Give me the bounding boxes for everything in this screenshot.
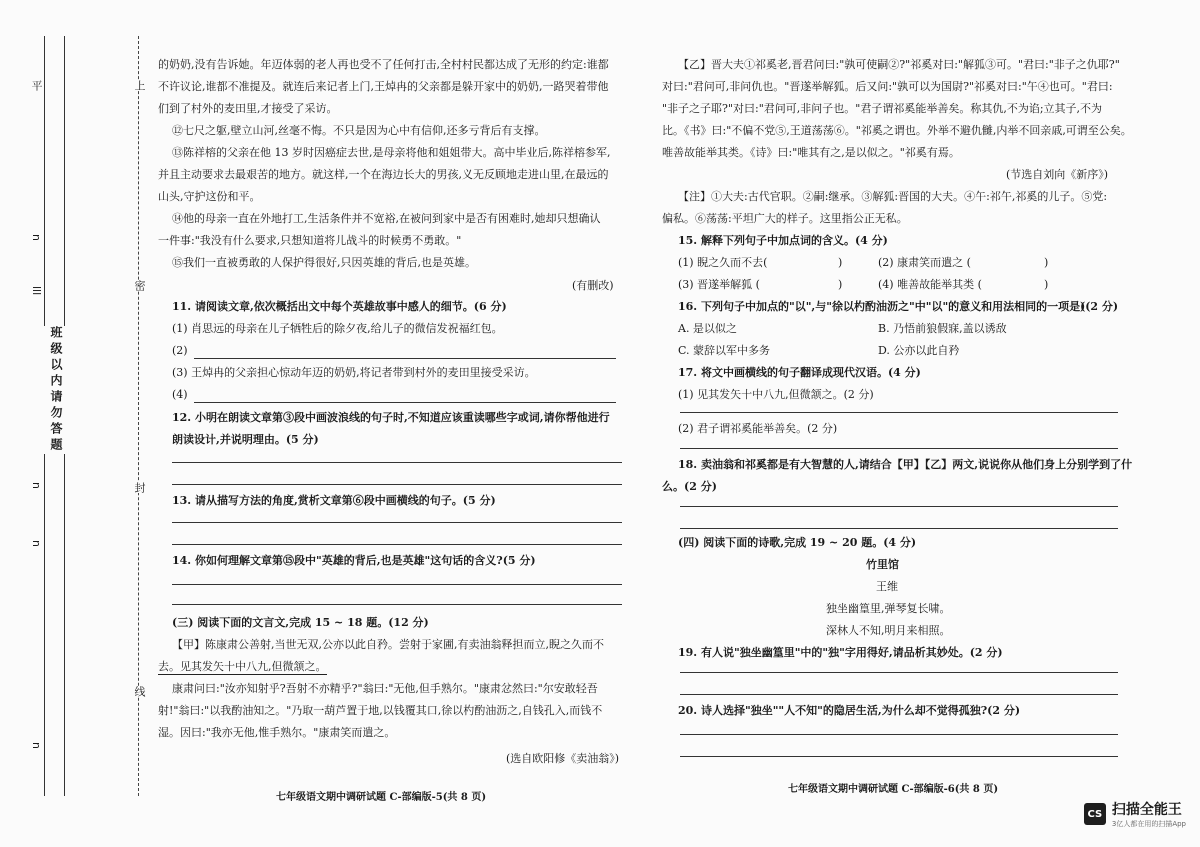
question-20: 20. 诗人选择"独坐""人不知"的隐居生活,为什么却不觉得孤独?(2 分) [678,704,1021,717]
question-17-2: (2) 君子谓祁奚能举善矣。(2 分) [678,422,838,435]
passage-yi: 【乙】晋大夫①祁奚老,晋君问曰:"孰可使嗣②?"祁奚对曰:"解狐③可。"君曰:"非子之仇耶?" [678,58,1120,71]
question-17: 17. 将文中画横线的句子翻译成现代汉语。(4 分) [678,366,921,379]
passage-yi: 比。《书》曰:"不偏不党⑤,王道荡荡⑥。"祁奚之谓也。外举不避仇雠,内举不回亲戚,可谓至公矣。 [662,124,1132,137]
binding-char: n [30,234,43,241]
seal-char: 线 [133,686,146,697]
answer-paren-close[interactable]: ) [838,256,843,269]
passage-line: ⑭他的母亲一直在外地打工,生活条件并不宽裕,在被问到家中是否有困难时,她却只想确认 [172,212,601,225]
passage-jia: 去。见其发矢十中八九,但微颔之。 [158,660,327,673]
passage-line: 不许议论,谁都不准提及。就连后来记者上门,王焯冉的父亲都是躲开家中的奶奶,一路哭着带他 [158,80,609,93]
passage-line: ⑮我们一直被勇敢的人保护得很好,只因英雄的背后,也是英雄。 [172,256,476,269]
binding-char: n [30,742,43,749]
seal-char: 上 [133,80,146,91]
passage-line: 们到了村外的麦田里,才接受了采访。 [158,102,338,115]
question-13: 13. 请从描写方法的角度,赏析文章第⑥段中画横线的句子。(5 分) [172,494,496,507]
question-15-2: (2) 康肃笑而遣之 ( [878,256,971,269]
page-footer: 七年级语文期中调研试题 C-部编版-6(共 8 页) [788,784,999,795]
question-19: 19. 有人说"独坐幽篁里"中的"独"字用得好,请品析其妙处。(2 分) [678,646,1003,659]
answer-line[interactable] [194,358,616,359]
option-a[interactable]: A. 是以似之 [678,322,737,335]
binding-notice: 班级以内请勿答题 [43,326,65,454]
passage-jia: 康肃问曰:"汝亦知射乎?吾射不亦精乎?"翁曰:"无他,但手熟尔。"康肃忿然曰:"尔安敢轻吾 [172,682,598,695]
binding-char: n [30,482,43,489]
annotation-note: 【注】①大夫:古代官职。②嗣:继承。③解狐:晋国的大夫。④午:祁午,祁奚的儿子。⑤党: [678,190,1108,203]
passage-line: ⑫七尺之躯,壁立山河,丝毫不悔。不只是因为心中有信仰,还多亏背后有支撑。 [172,124,546,137]
question-16: 16. 下列句子中加点的"以",与"徐以杓酌油沥之"中"以"的意义和用法相同的一项是( [678,300,1086,313]
binding-char: n [30,540,43,547]
camscanner-logo-icon: CS [1084,803,1106,825]
answer-line[interactable] [680,412,1118,413]
question-15-1: (1) 睨之久而不去( [678,256,768,269]
seal-dashed-line [138,36,139,796]
passage-jia: 湿。因曰:"我亦无他,惟手熟尔。"康肃笑而遣之。 [158,726,396,739]
poem-line: 深林人不知,明月来相照。 [826,624,951,637]
passage-jia: 射!"翁曰:"以我酌油知之。"乃取一葫芦置于地,以钱覆其口,徐以杓酌油沥之,自钱孔入,而钱不 [158,704,603,717]
passage-yi: 对曰:"君问可,非问仇也。"晋遂举解狐。后又问:"孰可以为国尉?"祁奚对曰:"午④也可。"君曰: [662,80,1113,93]
answer-line[interactable] [680,694,1118,695]
scanner-watermark [1084,799,1186,829]
question-15-4: (4) 唯善故能举其类 ( [878,278,982,291]
answer-line[interactable] [680,734,1118,735]
passage-yi: "非子之子耶?"对曰:"君问可,非问子也。"君子谓祁奚能举善矣。称其仇,不为谄;立其子,不为 [662,102,1103,115]
source-note: (节选自刘向《新序》) [1006,168,1109,181]
answer-line[interactable] [680,528,1118,529]
passage-yi: 唯善故能举其类。《诗》曰:"唯其有之,是以似之。"祁奚有焉。 [662,146,960,159]
answer-paren-close[interactable]: ) [838,278,843,291]
question-12: 12. 小明在朗读文章第③段中画波浪线的句子时,不知道应该重读哪些字或词,请你帮他进行 [172,411,610,424]
watermark-tagline: 3亿人都在用的扫描App [1111,820,1186,828]
passage-line: 并且主动要求去最艰苦的地方。就这样,一个在海边长大的男孩,义无反顾地走进山里,在最远的 [158,168,609,181]
seal-char: 封 [133,482,146,493]
question-11: 11. 请阅读文章,依次概括出文中每个英雄故事中感人的细节。(6 分) [172,300,507,313]
question-18-cont: 么。(2 分) [662,480,717,493]
question-17-1: (1) 见其发矢十中八九,但微颔之。(2 分) [678,388,874,401]
answer-line[interactable] [680,756,1118,757]
page-footer: 七年级语文期中调研试题 C-部编版-5(共 8 页) [276,792,487,803]
answer-line[interactable] [680,506,1118,507]
binding-char: lll [30,286,43,296]
question-16-tail: )(2 分) [1080,300,1119,313]
source-note: (有删改) [572,279,614,292]
poem-title: 竹里馆 [866,558,899,571]
answer-11-1: (1) 肖思远的母亲在儿子牺牲后的除夕夜,给儿子的微信发祝福红包。 [172,322,503,335]
question-15: 15. 解释下列句子中加点词的含义。(4 分) [678,234,888,247]
answer-paren-close[interactable]: ) [1044,256,1049,269]
answer-line[interactable] [172,484,622,485]
option-d[interactable]: D. 公亦以此自矜 [878,344,960,357]
passage-line: 山头,守护这份和平。 [158,190,261,203]
annotation-note: 偏私。⑥荡荡:平坦广大的样子。这里指公正无私。 [662,212,908,225]
option-c[interactable]: C. 蒙辞以军中多务 [678,344,771,357]
answer-line[interactable] [172,584,622,585]
watermark-name: 扫描全能王 [1111,802,1182,818]
passage-line: 的奶奶,没有告诉她。年迈体弱的老人再也受不了任何打击,全村村民都达成了无形的约定:谁都 [158,58,609,71]
section-4-heading: (四) 阅读下面的诗歌,完成 19 ~ 20 题。(4 分) [678,536,917,549]
question-15-3: (3) 晋遂举解狐 ( [678,278,760,291]
answer-11-4-label: (4) [172,388,188,401]
answer-line[interactable] [172,522,622,523]
source-note: (选自欧阳修《卖油翁》) [506,752,620,765]
binding-char: 平 [30,80,43,91]
answer-line[interactable] [680,448,1118,449]
question-18: 18. 卖油翁和祁奚都是有大智慧的人,请结合【甲】【乙】两文,说说你从他们身上分别学到了什 [678,458,1133,471]
passage-jia: 【甲】陈康肃公善射,当世无双,公亦以此自矜。尝射于家圃,有卖油翁释担而立,睨之久而不 [172,638,604,651]
poem-line: 独坐幽篁里,弹琴复长啸。 [826,602,951,615]
answer-line[interactable] [172,544,622,545]
answer-11-2-label: (2) [172,344,188,357]
answer-line[interactable] [680,672,1118,673]
poem-author: 王维 [876,580,898,593]
answer-line[interactable] [194,402,616,403]
answer-11-3: (3) 王焯冉的父亲担心惊动年迈的奶奶,将记者带到村外的麦田里接受采访。 [172,366,536,379]
passage-line: ⑬陈祥榕的父亲在他 13 岁时因癌症去世,是母亲将他和姐姐带大。高中毕业后,陈祥榕参军, [172,146,611,159]
seal-char: 密 [133,280,146,291]
answer-line[interactable] [172,462,622,463]
option-b[interactable]: B. 乃悟前狼假寐,盖以诱敌 [878,322,1007,335]
question-14: 14. 你如何理解文章第⑮段中"英雄的背后,也是英雄"这句话的含义?(5 分) [172,554,536,567]
section-3-heading: (三) 阅读下面的文言文,完成 15 ~ 18 题。(12 分) [172,616,429,629]
passage-line: 一件事:"我没有什么要求,只想知道将儿战斗的时候勇不勇敢。" [158,234,462,247]
answer-paren-close[interactable]: ) [1044,278,1049,291]
question-12-cont: 朗读设计,并说明理由。(5 分) [172,433,319,446]
answer-line[interactable] [172,604,622,605]
